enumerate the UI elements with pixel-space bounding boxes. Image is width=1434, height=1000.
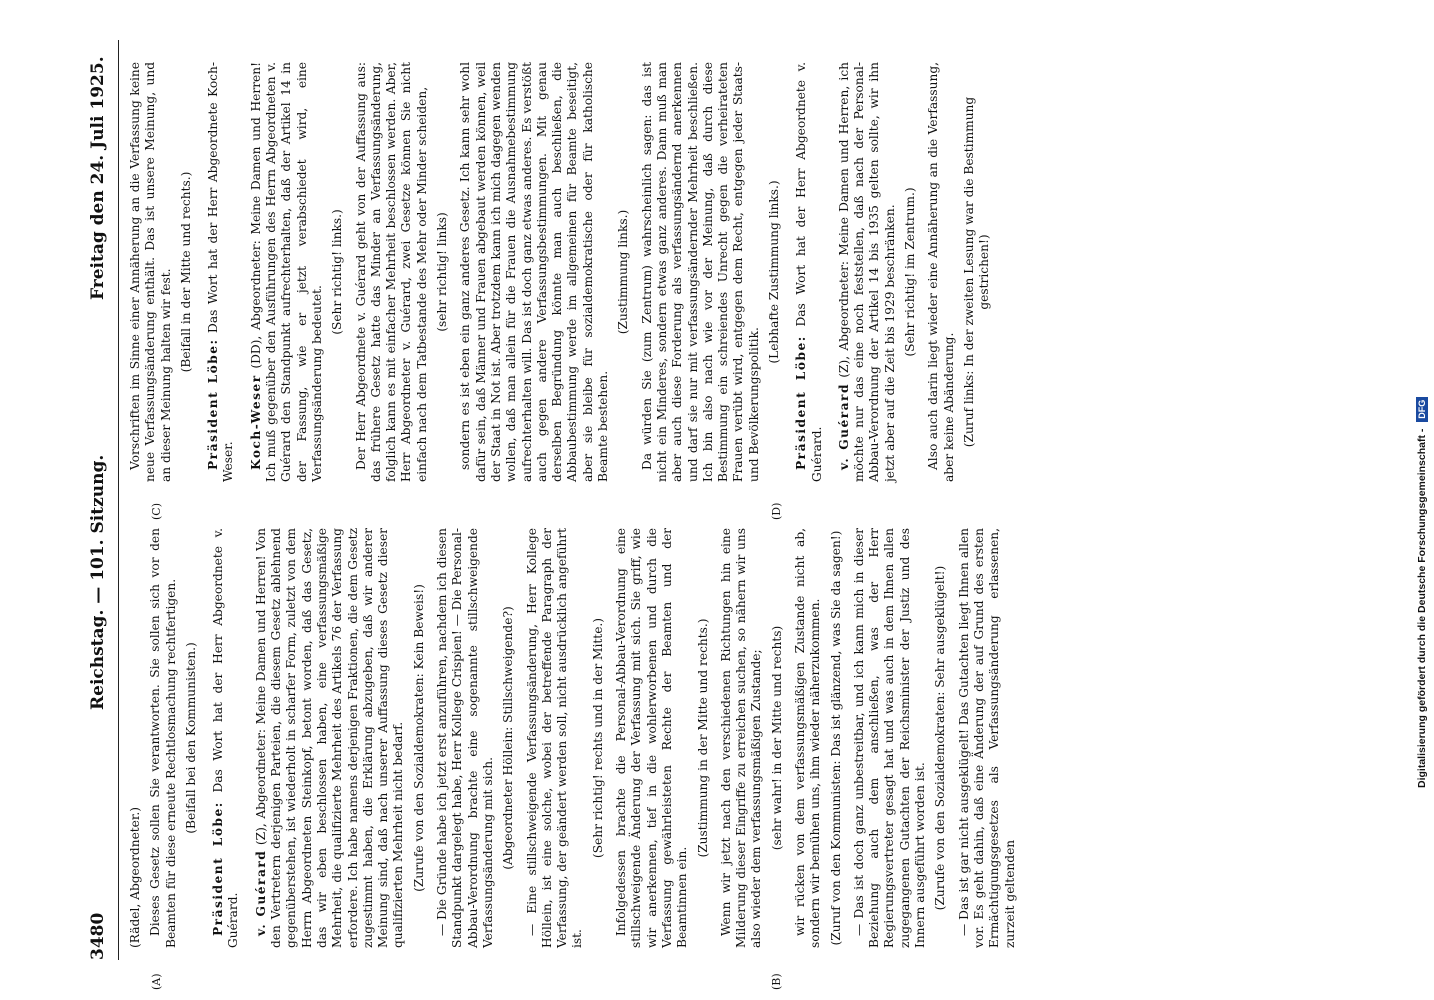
interjection: (Beifall in der Mitte und rechts.)	[178, 171, 193, 373]
interjection: (Beifall bei den Kommunisten.)	[183, 642, 198, 834]
interjection: (Zuruf von den Kommunisten: Das ist glänzend, was Sie da sagen!)	[828, 530, 843, 946]
speaker-name: v. Guérard	[836, 383, 851, 470]
speaker-name: v. Guérard	[253, 849, 268, 936]
speech-text: (Z), Abgeordneter: Meine Damen und Herren! Von den Vertretern derjenigen Parteien, die diesem Gesetz ablehnend gegenüberstehen, ist wiederholt in scharfer Form, zuletzt von dem Herrn Abgeordneten Steinkopf, betont worden, daß das Gesetz, das wir eben beschlossen haben, eine verfassungsmäßige Mehrheit, die qualifizierte Mehrheit des Artikels 76 der Verfassung erfordere. Ich habe namens derjenigen Fraktionen, die dem Gesetz zugestimmt haben, die Erklärung abzugeben, daß wir anderer Meinung sind, daß nach unserer Auffassung dieses Gesetz dieser qualifizierten Mehrheit nicht bedarf.	[253, 528, 406, 948]
interjection: (sehr richtig! links)	[435, 212, 450, 332]
speaker-name: Präsident Löbe:	[206, 338, 221, 470]
interjection: (Zustimmung links.)	[616, 209, 631, 335]
speaker-name: Präsident Löbe:	[794, 335, 809, 470]
speech-text: Das Wort hat der Herr Abgeordnete v. Guérard.	[794, 62, 824, 482]
speaker-paragraph	[211, 528, 242, 948]
paragraph: — Das ist gar nicht ausgeklügelt! Das Gutachten liegt Ihnen allen vor. Es geht dahin, daß eine Änderung der auf Grund des ersten Ermächtigungsgesetzes als Verfassungsänderung erlassenen, zurzeit geltenden	[956, 528, 1017, 948]
speaker-continuation: (Rädel, Abgeordneter.)	[128, 806, 142, 948]
interjection: (sehr wahr! in der Mitte und rechts)	[769, 625, 784, 851]
speech-text: Das Wort hat der Herr Abgeordnete Koch-Weser.	[206, 62, 236, 482]
margin-mark-a: (A)	[150, 973, 163, 990]
paragraph: sondern es ist eben ein ganz anderes Gesetz. Ich kann sehr wohl dafür sein, daß Männer und Frauen abgebaut werden können, weil der Staat in Not ist. Aber trotzdem kann ich mich dagegen wenden wollen, daß man allein für die Frauen die Ausnahmebestimmung aufrechterhalten will. Das ist doch ganz etwas anderes. Es verstößt auch gegen andere Verfassungsbestimmungen. Mit genau derselben Begründung könnte man auch beschließen, die Abbaubestimmung werde im allgemeinen für Beamte beseitigt, aber sie bleibe für sozialdemokratische oder für katholische Beamte bestehen.	[458, 62, 611, 482]
left-column	[128, 528, 1023, 948]
paragraph: Infolgedessen brachte die Personal-Abbau-Verordnung eine stillschweigende Änderung der Verfassung mit sich. Sie griff, wie wir anerkennen, tief in die wohlerworbenen und durch die Verfassung gewährleisteten Rechte der Beamten und der Beamtinnen ein.	[614, 528, 690, 948]
interjection: (Sehr richtig! links.)	[330, 209, 345, 335]
speaker-name: Präsident Löbe:	[211, 801, 226, 936]
margin-mark-d: (D)	[770, 502, 783, 520]
speech-text: Das Wort hat der Herr Abgeordnete v. Guérard.	[211, 528, 241, 948]
paragraph: — Eine stillschweigende Verfassungsänderung, Herr Kollege Höllein, ist eine solche, wobei der betreffende Paragraph der Verfassung, der geändert werden soll, nicht ausdrücklich angeführt ist.	[524, 528, 585, 948]
speech-text: (Z), Abgeordneter: Meine Damen und Herren, ich möchte nur das eine noch feststellen, daß nach der Personal-Abbau-Verordnung der Artikel 14 bis 1935 gelten sollte, wir ihn jetzt aber auf die Zeit bis 1929 beschränken.	[836, 61, 897, 482]
page-number: 3480	[88, 912, 108, 960]
interjection: (Lebhafte Zustimmung links.)	[766, 180, 781, 364]
document-page	[70, 40, 1370, 990]
digitization-note	[1412, 8, 1434, 788]
paragraph: Der Herr Abgeordnete v. Guérard geht von der Auffassung aus: das frühere Gesetz hatte das Minder an Verfassungsänderung, folglich kann es mit einfacher Mehrheit beschlossen werden. Aber, Herr Abgeordneter v. Guérard, zwei Gesetze können Sie nicht einfach nach dem Tatbestande des Mehr oder Minder scheiden,	[353, 62, 429, 482]
paragraph: — Die Gründe habe ich jetzt erst anzuführen, nachdem ich diesen Standpunkt dargelegt habe, Herr Kollege Crispien! — Die Personal-Abbau-Verordnung brachte eine sogenannte stillschweigende Verfassungsänderung mit sich.	[435, 528, 495, 948]
paragraph: Wenn wir jetzt nach den verschiedenen Richtungen hin eine Milderung dieser Eingriffe zu erreichen suchen, so nähern wir uns also wieder dem verfassungsmäßigen Zustande;	[718, 528, 764, 948]
interjection: (Zurufe von den Sozialdemokraten: Kein Beweis!)	[411, 584, 426, 892]
interjection: (Sehr richtig! im Zentrum.)	[903, 187, 918, 357]
paragraph: Dieses Gesetz sollen Sie verantworten. Sie sollen sich vor den Beamten für diese erneute Rechtlosmachung rechtfertigen.	[148, 528, 178, 948]
page-header	[88, 40, 118, 960]
paragraph: wir rücken von dem verfassungsmäßigen Zustande nicht ab, sondern wir bemühen uns, ihm wieder näherzukommen.	[792, 528, 823, 948]
interjection: (Abgeordneter Höllein: Stillschweigende?)	[501, 606, 516, 870]
margin-mark-c: (C)	[150, 503, 163, 520]
speaker-paragraph	[794, 62, 825, 482]
dfg-logo: DFG	[1416, 397, 1428, 422]
margin-mark-b: (B)	[770, 973, 783, 990]
header-date: Freitag den 24. Juli 1925.	[88, 56, 108, 300]
right-column	[128, 62, 1001, 482]
speaker-paragraph	[254, 528, 407, 948]
paragraph: Vorschriften im Sinne einer Annäherung an die Verfassung keine neue Verfassungsänderung enthält. Das ist unsere Meinung, und an dieser Meinung halten wir fest.	[128, 62, 173, 482]
speaker-paragraph	[249, 62, 325, 482]
interjection: (Sehr richtig! rechts und in der Mitte.)	[590, 617, 605, 859]
speech-text: (DD), Abgeordneter: Meine Damen und Herren! Ich muß gegenüber den Ausführungen des Herrn Abgeordneten v. Guérard den Standpunkt aufrechterhalten, daß der Artikel 14 in der Fassung, wie er jetzt verabschiedet wird, eine Verfassungsänderung bedeutet.	[248, 62, 324, 482]
paragraph: Da würden Sie (zum Zentrum) wahrscheinlich sagen: das ist nicht ein Minderes, sondern etwas ganz anderes. Dann muß man aber auch diese Forderung als verfassungsändernd anerkennen und darf sie nur mit verfassungsändernder Mehrheit beschließen. Ich bin also nach wie vor der Meinung, daß durch diese Bestimmung ein schreiendes Unrecht gegen die verheirateten Frauen verübt wird, entgegen dem Recht, entgegen jeder Staats- und Bevölkerungspolitik.	[639, 62, 761, 482]
header-rule	[118, 40, 119, 960]
interjection: (Zurufe von den Sozialdemokraten: Sehr ausgeklügelt!)	[933, 565, 948, 911]
paragraph: — Das ist doch ganz unbestreitbar, und ich kann mich in dieser Beziehung auch dem anschließen, was der Herr Regierungsvertreter gesagt hat und was auch in dem Ihnen allen zugegangenen Gutachten der Reichsminister der Justiz und des Innern ausgeführt worden ist.	[851, 528, 928, 948]
interjection: (Zustimmung in der Mitte und rechts.)	[695, 618, 710, 858]
paragraph: Also auch darin liegt wieder eine Annäherung an die Verfassung, aber keine Abänderung.	[926, 62, 956, 482]
funding-note: Digitalisierung gefördert durch die Deutsche Forschungsgemeinschaft -	[1416, 428, 1428, 788]
header-title: Reichstag. — 101. Sitzung.	[88, 454, 108, 710]
interjection: (Zuruf links: In der zweiten Lesung war die Bestimmung gestrichen!)	[961, 96, 992, 448]
speaker-paragraph	[206, 62, 237, 482]
speaker-paragraph	[837, 62, 898, 482]
speaker-name: Koch-Weser	[248, 374, 263, 470]
